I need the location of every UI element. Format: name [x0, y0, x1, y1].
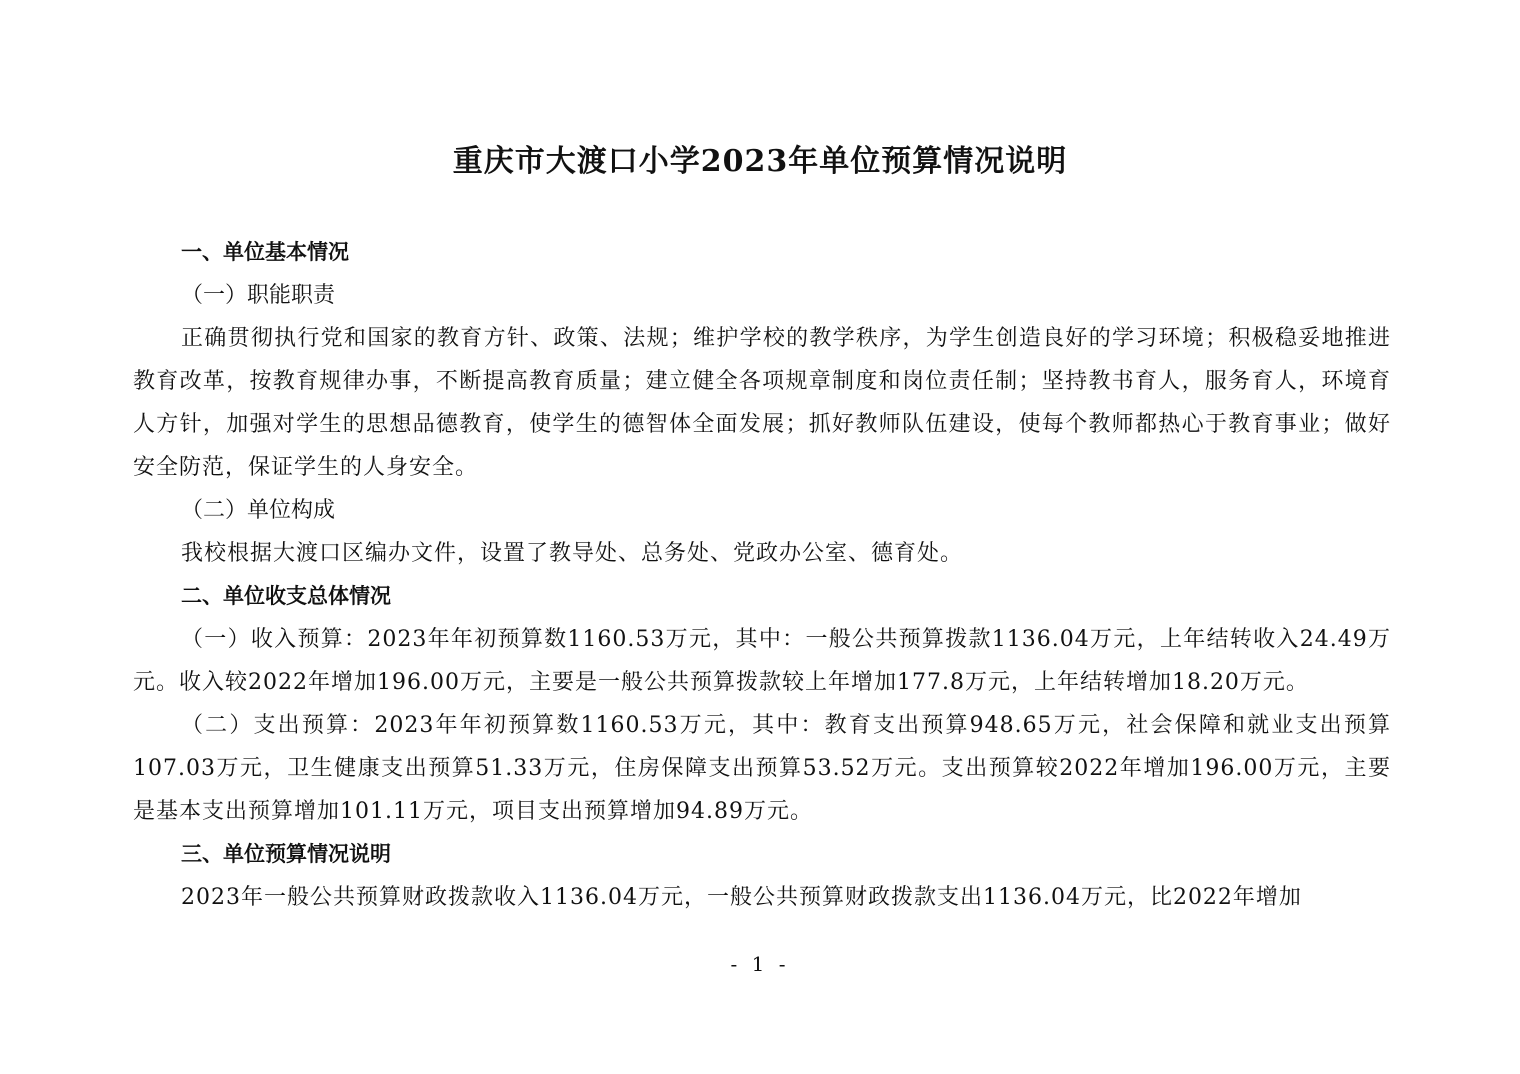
document-body	[133, 231, 1391, 919]
paragraph-functions: 正确贯彻执行党和国家的教育方针、政策、法规；维护学校的教学秩序，为学生创造良好的学习环境；积极稳妥地推进教育改革，按教育规律办事，不断提高教育质量；建立健全各项规章制度和岗位责任制；坚持教书育人，服务育人，环境育人方针，加强对学生的思想品德教育，使学生的德智体全面发展；抓好教师队伍建设，使每个教师都热心于教育事业；做好安全防范，保证学生的人身安全。	[133, 326, 1391, 480]
subheading-composition: （二）单位构成	[181, 498, 336, 523]
document-title: 重庆市大渡口小学2023年单位预算情况说明	[452, 144, 1068, 179]
paragraph-expenditure-budget: （二）支出预算：2023年年初预算数1160.53万元，其中：教育支出预算948.65万元，社会保障和就业支出预算107.03万元，卫生健康支出预算51.33万元，住房保障支出预算53.52万元。支出预算较2022年增加196.00万元，主要是基本支出预算增加101.11万元，项目支出预算增加94.89万元。	[133, 713, 1391, 824]
paragraph-composition: 我校根据大渡口区编办文件，设置了教导处、总务处、党政办公室、德育处。	[181, 541, 964, 566]
section-heading-budget-explanation: 三、单位预算情况说明	[181, 842, 391, 866]
page-number: - 1 -	[730, 952, 790, 976]
paragraph-general-budget: 2023年一般公共预算财政拨款收入1136.04万元，一般公共预算财政拨款支出1136.04万元，比2022年增加	[181, 885, 1302, 910]
section-heading-overall-budget: 二、单位收支总体情况	[181, 584, 391, 608]
paragraph-income-budget: （一）收入预算：2023年年初预算数1160.53万元，其中：一般公共预算拨款1136.04万元，上年结转收入24.49万元。收入较2022年增加196.00万元，主要是一般公共预算拨款较上年增加177.8万元，上年结转增加18.20万元。	[133, 627, 1391, 695]
section-heading-basic-info: 一、单位基本情况	[181, 240, 349, 264]
subheading-functions: （一）职能职责	[181, 283, 336, 308]
